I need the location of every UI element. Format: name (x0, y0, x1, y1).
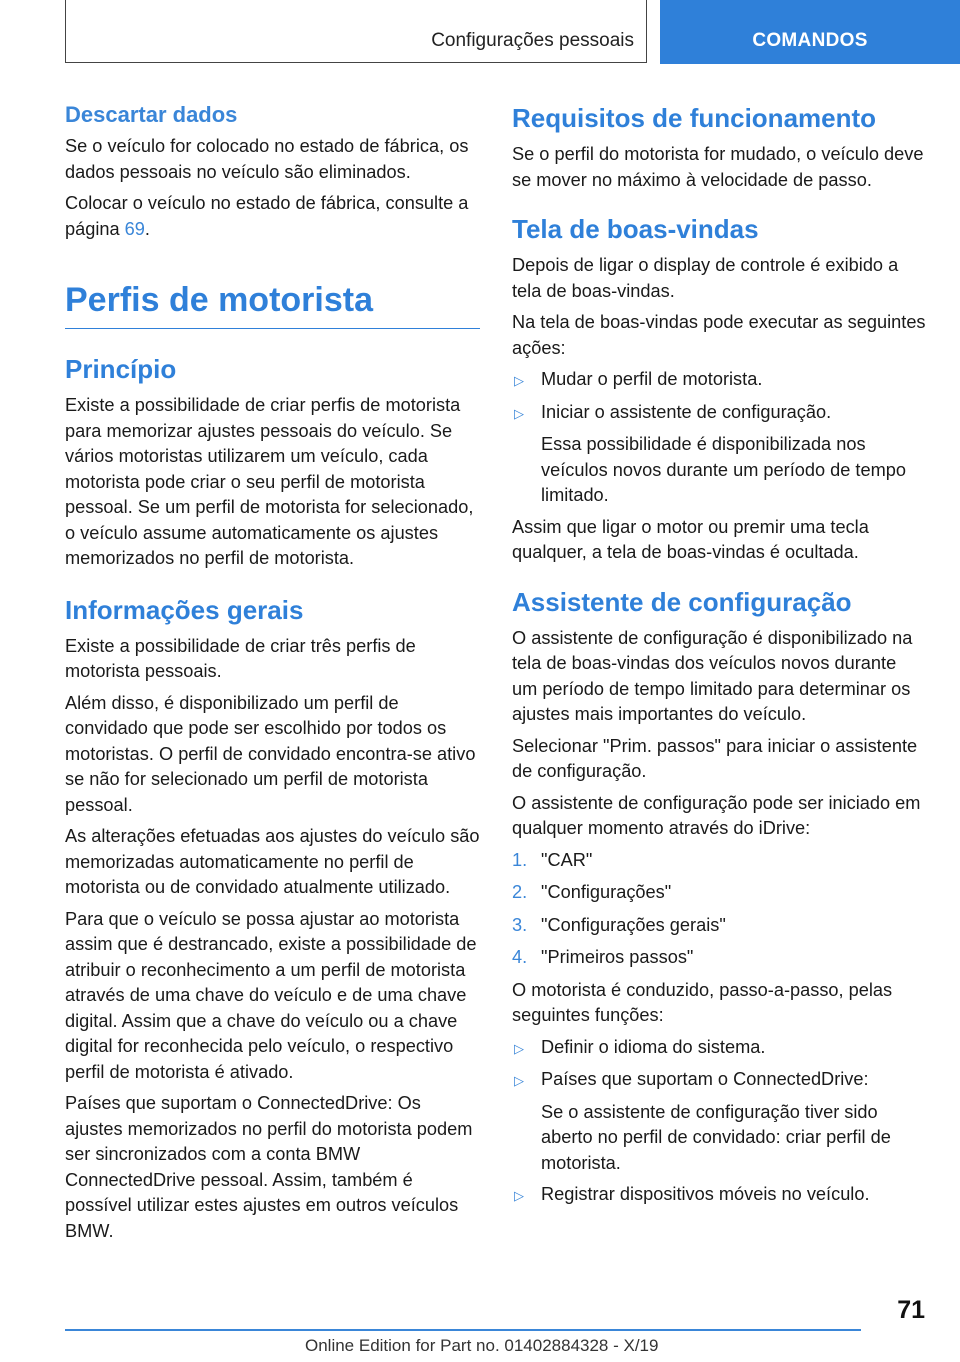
step-number: 2. (512, 882, 528, 902)
page-number: 71 (897, 1296, 925, 1324)
list-item (512, 400, 926, 426)
footer-divider (65, 1329, 861, 1331)
step-number: 1. (512, 849, 528, 870)
list-item (512, 1182, 926, 1208)
principle-heading: Princípio (65, 354, 177, 384)
triangle-bullet-icon: ▷ (514, 1040, 524, 1056)
footer-edition: Online Edition for Part no. 01402884328 - X/19 (305, 1336, 659, 1355)
assistant-heading: Assistente de configuração (512, 586, 852, 617)
general-paragraph-1: Existe a possibilidade de criar três perfis de motorista pessoais. (65, 635, 416, 681)
list-item-text: Países que suportam o ConnectedDrive: (541, 1069, 869, 1089)
discard-paragraph-2-end: . (144, 218, 150, 239)
general-paragraph-5: Países que suportam o ConnectedDrive: Os ajustes memorizados no perfil do motorista podem ser sincronizados com a conta BMW ConnectedDrive pessoal. Assim, também é possível utilizar estes ajustes em outros veículos BMW. (65, 1093, 473, 1241)
step-text: "Primeiros passos" (541, 947, 694, 967)
header-section-box (65, 0, 647, 63)
list-item (512, 1035, 926, 1061)
welcome-heading: Tela de boas-vindas (512, 214, 759, 244)
step-number: 4. (512, 947, 528, 967)
discard-paragraph-2-text: Colocar o veículo no estado de fábrica, consulte a página (65, 193, 469, 239)
header-chapter-tab[interactable]: COMANDOS (660, 0, 960, 64)
step-item (512, 880, 926, 906)
triangle-bullet-icon: ▷ (514, 373, 524, 388)
requirements-heading: Requisitos de funcionamento (512, 103, 877, 133)
step-item (512, 945, 926, 971)
requirements-paragraph: Se o perfil do motorista for mudado, o veículo deve se mover no máximo à velocidade de passo. (512, 144, 924, 190)
welcome-paragraph-1: Depois de ligar o display de controle é exibido a tela de boas-vindas. (512, 255, 899, 301)
welcome-list (512, 367, 926, 425)
principle-paragraph: Existe a possibilidade de criar perfis de motorista para memorizar ajustes pessoais do veículo. Se vários motoristas utilizarem um veículo, cada motorista pode criar o seu perfil de motorista pessoal. Se um perfil de motorista for selecionado, o veículo assume automaticamente os ajustes memorizados no perfil de motorista. (65, 395, 474, 568)
discard-paragraph-1: Se o veículo for colocado no estado de fábrica, os dados pessoais no veículo são eliminados. (65, 136, 469, 182)
assistant-functions-list (512, 1035, 926, 1093)
list-item-text: Iniciar o assistente de configuração. (541, 401, 832, 422)
page-link[interactable]: 69 (124, 218, 145, 239)
list-item-text: Registrar dispositivos móveis no veículo. (541, 1184, 870, 1204)
triangle-bullet-icon: ▷ (514, 405, 524, 421)
list-item-text: Mudar o perfil de motorista. (541, 369, 763, 389)
triangle-bullet-icon: ▷ (514, 1188, 524, 1203)
header-section-title: Configurações pessoais (431, 30, 634, 51)
assistant-paragraph-3: O assistente de configuração pode ser iniciado em qualquer momento através do iDrive: (512, 792, 921, 838)
assistant-paragraph-4: O motorista é conduzido, passo-a-passo, pelas seguintes funções: (512, 979, 893, 1025)
list-item-text: Definir o idioma do sistema. (541, 1036, 766, 1057)
list-item (512, 1067, 926, 1093)
step-item (512, 913, 926, 939)
step-text: "Configurações gerais" (541, 914, 726, 935)
welcome-paragraph-2: Na tela de boas-vindas pode executar as seguintes ações: (512, 312, 926, 358)
discard-heading: Descartar dados (65, 102, 238, 127)
left-column (65, 100, 480, 1250)
general-paragraph-4: Para que o veículo se possa ajustar ao motorista assim que é destrancado, existe a possibilidade de atribuir o reconhecimento a um perfil de motorista através de uma chave do veículo e de uma chave digital. Assim que a chave do veículo ou a chave digital for reconhecida pelo veículo, o respectivo perfil de motorista é ativado. (65, 908, 477, 1082)
list-item (512, 367, 926, 393)
assistant-paragraph-1: O assistente de configuração é disponibilizado na tela de boas-vindas dos veículos novos durante um período de tempo limitado para determinar os ajustes mais importantes do veículo. (512, 627, 913, 724)
step-text: "CAR" (541, 849, 593, 870)
general-paragraph-3: As alterações efetuadas aos ajustes do veículo são memorizadas automaticamente no perfil de motorista ou de convidado atualmente utilizado. (65, 826, 480, 897)
welcome-note: Essa possibilidade é disponibilizada nos veículos novos durante um período de tempo limitado. (541, 434, 906, 505)
assistant-note: Se o assistente de configuração tiver sido aberto no perfil de convidado: criar perfil de motorista. (541, 1101, 891, 1173)
step-number: 3. (512, 914, 528, 935)
welcome-paragraph-3: Assim que ligar o motor ou premir uma tecla qualquer, a tela de boas-vindas é ocultada. (512, 516, 869, 562)
assistant-paragraph-2: Selecionar "Prim. passos" para iniciar o assistente de configuração. (512, 735, 918, 781)
assistant-steps (512, 848, 926, 971)
triangle-bullet-icon: ▷ (514, 1073, 524, 1088)
chapter-title: Perfis de motorista (65, 278, 480, 329)
step-item (512, 848, 926, 874)
general-paragraph-2: Além disso, é disponibilizado um perfil de convidado que pode ser escolhido por todos os motoristas. O perfil de convidado encontra-se ativo se não for selecionado um perfil de motorista pessoal. (65, 692, 476, 815)
assistant-functions-list-end (512, 1182, 926, 1208)
right-column (512, 100, 926, 1215)
step-text: "Configurações" (541, 882, 672, 902)
discard-paragraph-2 (65, 191, 480, 242)
general-heading: Informações gerais (65, 594, 304, 625)
page-header (0, 0, 960, 66)
